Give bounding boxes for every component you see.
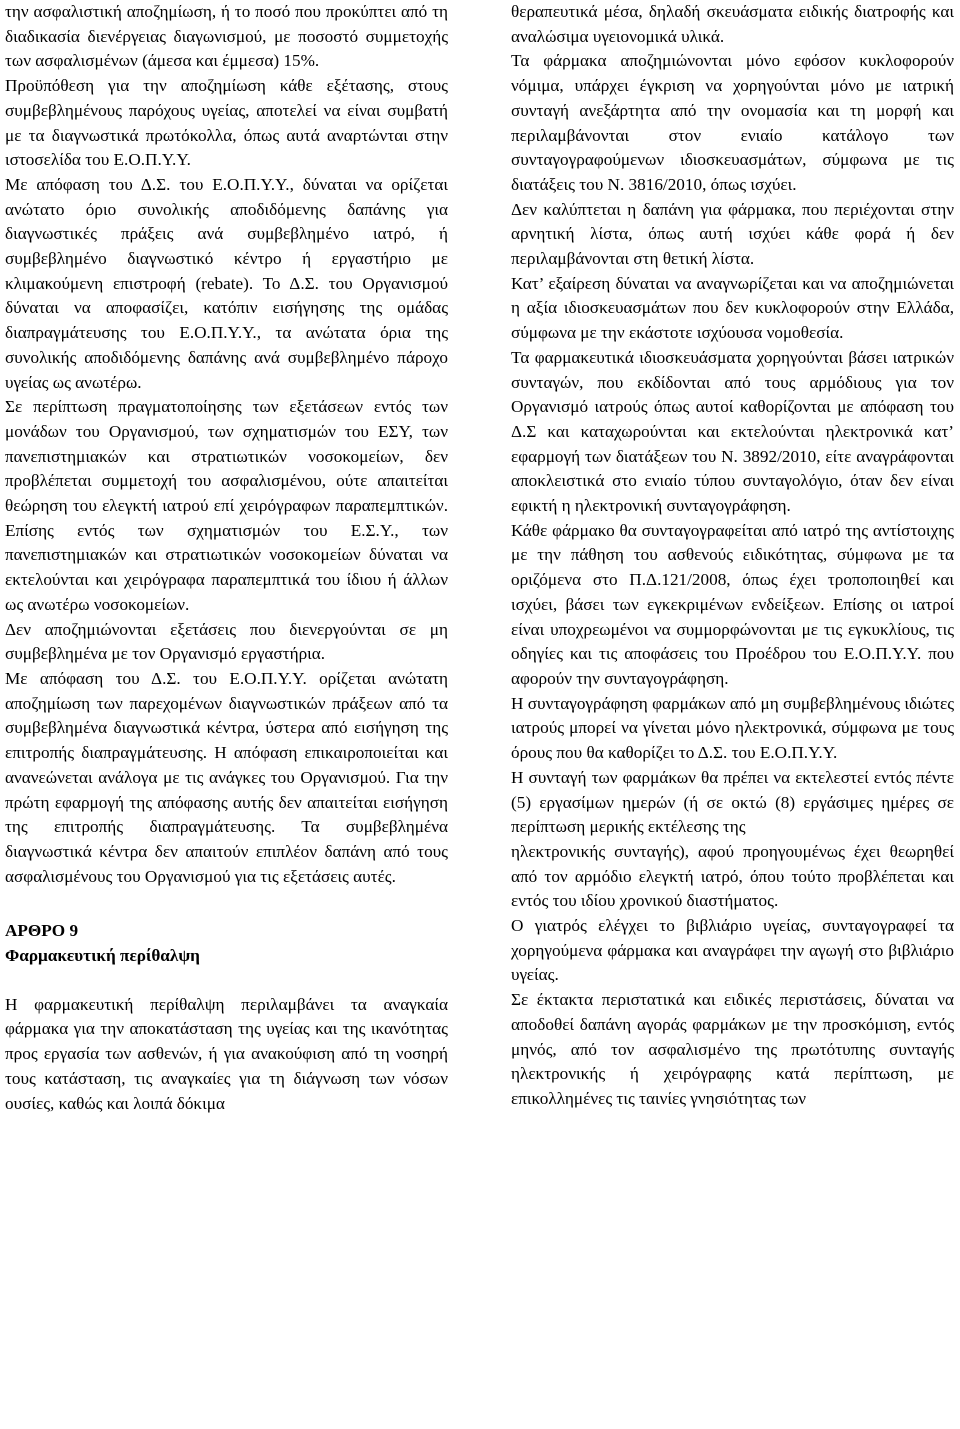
article-subtitle: Φαρμακευτική περίθαλψη: [5, 946, 200, 966]
paragraph: Η συνταγή των φαρμάκων θα πρέπει να εκτελεστεί εντός πέντε (5) εργασίμων ημερών (ή σε οκτώ (8) εργάσιμες ημέρες σε περίπτωση μερικής εκτέλεσης της: [511, 767, 954, 837]
paragraph: Η συνταγογράφηση φαρμάκων από μη συμβεβλημένους ιδιώτες ιατρούς μπορεί να γίνεται μόνο ηλεκτρονικά, σύμφωνα με τους όρους που θα καθορίζει το Δ.Σ. του Ε.Ο.Π.Υ.Υ.: [511, 693, 954, 763]
paragraph: Με απόφαση του Δ.Σ. του Ε.Ο.Π.Υ.Υ., δύναται να ορίζεται ανώτατο όριο συνολικής αποδιδόμενης δαπάνης για διαγνωστικές πράξεις ανά συμβεβλημένο ιατρό, ή συμβεβλημένο διαγνωστικό κέντρο ή εργαστήριο με κλιμακούμενη επιστροφή (rebate). Το Δ.Σ. του Οργανισμού δύναται να αποφασίζει, κατόπιν εισήγησης της ομάδας διαπραγμάτευσης του Ε.Ο.Π.Υ.Υ., τα ανώτατα όρια της συνολικής αποδιδόμενης δαπάνης ανά συμβεβλημένο πάροχο υγείας ως ανωτέρω.: [5, 174, 448, 392]
paragraph: Με απόφαση του Δ.Σ. του Ε.Ο.Π.Υ.Υ. ορίζεται ανώτατη αποζημίωση των παρεχομένων διαγνωστικών πράξεων από τα συμβεβλημένα διαγνωστικά κέντρα, ύστερα από εισήγηση της επιτροπής διαπραγμάτευσης. Η απόφαση επικαιροποιείται και ανανεώνεται ανάλογα με τις ανάγκες του Οργανισμού. Για την πρώτη εφαρμογή της απόφασης αυτής δεν απαιτείται εισήγηση της επιτροπής διαπραγμάτευσης. Τα συμβεβλημένα διαγνωστικά κέντρα δεν απαιτούν επιπλέον δαπάνη από τους ασφαλισμένους του Οργανισμού για τις εξετάσεις αυτές.: [5, 668, 448, 886]
paragraph: Δεν καλύπτεται η δαπάνη για φάρμακα, που περιέχονται στην αρνητική λίστα, όπως αυτή ισχύει κάθε φορά ή δεν περιλαμβάνονται στη θετική λίστα.: [511, 199, 954, 269]
paragraph: ηλεκτρονικής συνταγής), αφού προηγουμένως έχει θεωρηθεί από τον αρμόδιο ελεγκτή ιατρό, όπου τούτο προβλέπεται και εντός του ιδίου χρονικού διαστήματος.: [511, 841, 954, 911]
paragraph: Κατ’ εξαίρεση δύναται να αναγνωρίζεται και να αποζημιώνεται η αξία ιδιοσκευασμάτων που δεν κυκλοφορούν στην Ελλάδα, σύμφωνα με την εκάστοτε ισχύουσα νομοθεσία.: [511, 273, 954, 343]
paragraph: Προϋπόθεση για την αποζημίωση κάθε εξέτασης, στους συμβεβλημένους παρόχους υγείας, αποτελεί να είναι συμβατή με τα διαγνωστικά πρωτόκολλα, όπως αυτά αναρτώνται στην ιστοσελίδα του Ε.Ο.Π.Υ.Υ.: [5, 76, 448, 170]
section-spacer: [5, 969, 448, 993]
paragraph: θεραπευτικά μέσα, δηλαδή σκευάσματα ειδικής διατροφής και αναλώσιμα υγειονομικά υλικά.: [511, 2, 954, 46]
section-spacer: [5, 889, 448, 919]
left-column: [5, 0, 448, 1429]
paragraph: Τα φαρμακευτικά ιδιοσκευάσματα χορηγούνται βάσει ιατρικών συνταγών, που εκδίδονται από τους αρμόδιους για τον Οργανισμό ιατρούς όπως αυτοί καθορίζονται με απόφαση του Δ.Σ και καταχωρούνται και εκτελούνται ηλεκτρονικά κατ’ εφαρμογή των διατάξεων του Ν. 3892/2010, είτε αναγράφονται αποκλειστικά στο ενιαίο τύπου συνταγολόγιο, όταν δεν είναι εφικτή η ηλεκτρονική συνταγογράφηση.: [511, 347, 954, 516]
paragraph: Τα φάρμακα αποζημιώνονται μόνο εφόσον κυκλοφορούν νόμιμα, υπάρχει έγκριση να χορηγούνται μόνο με ιατρική συνταγή ανεξάρτητα από την ονομασία και τη μορφή και περιλαμβάνονται στον ενιαίο κατάλογο των συνταγογραφούμενων ιδιοσκευασμάτων, σύμφωνα με τις διατάξεις του Ν. 3816/2010, όπως ισχύει.: [511, 51, 954, 194]
paragraph: Κάθε φάρμακο θα συνταγογραφείται από ιατρό της αντίστοιχης με την πάθηση του ασθενούς ειδικότητας, σύμφωνα με τα οριζόμενα στο Π.Δ.121/2008, όπως έχει τροποποιηθεί και ισχύει, βάσει των εγκεκριμένων ενδείξεων. Επίσης οι ιατροί είναι υποχρεωμένοι να συμμορφώνονται με τις εγκυκλίους, τις οδηγίες και τις αποφάσεις του Προέδρου του Ε.Ο.Π.Υ.Υ. που αφορούν την συνταγογράφηση.: [511, 520, 954, 688]
paragraph: Η φαρμακευτική περίθαλψη περιλαμβάνει τα αναγκαία φάρμακα για την αποκατάσταση της υγείας και της ικανότητας προς εργασία των ασθενών, ή για ανακούφιση από τη νοσηρή τους κατάσταση, τις αναγκαίες για τη διάγνωση των νόσων ουσίες, καθώς και λοιπά δόκιμα: [5, 994, 448, 1113]
paragraph: Ο γιατρός ελέγχει το βιβλιάριο υγείας, συνταγογραφεί τα χορηγούμενα φάρμακα και αναγράφει την αγωγή στο βιβλιάριο υγείας.: [511, 916, 954, 985]
paragraph: την ασφαλιστική αποζημίωση, ή το ποσό που προκύπτει από τη διαδικασία διενέργειας διαγωνισμού, με ποσοστό συμμετοχής των ασφαλισμένων (άμεσα και έμμεσα) 15%.: [5, 2, 448, 71]
paragraph: Σε έκτακτα περιστατικά και ειδικές περιστάσεις, δύναται να αποδοθεί δαπάνη αγοράς φαρμάκων με την προσκόμιση, εντός μηνός, από τον ασφαλισμένο της πρωτότυπης συνταγής ηλεκτρονικής ή χειρόγραφης κατά περίπτωση, με επικολλημένες τις ταινίες γνησιότητας των: [511, 990, 954, 1108]
article-title: ΑΡΘΡΟ 9: [5, 921, 79, 941]
paragraph: Σε περίπτωση πραγματοποίησης των εξετάσεων εντός των μονάδων του Οργανισμού, των σχηματισμών του ΕΣΥ, των πανεπιστημιακών και στρατιωτικών νοσοκομείων, δεν προβλέπεται συμμετοχή του ασφαλισμένου, ούτε απαιτείται θεώρηση του ελεγκτή ιατρού επί χειρόγραφων παραπεμπτικών. Επίσης εντός των σχηματισμών του Ε.Σ.Υ., των πανεπιστημιακών και στρατιωτικών νοσοκομείων δύναται να εκτελούνται και χειρόγραφα παραπεμπτικά του ίδιου ή άλλων ως ανωτέρω νοσοκομείων.: [5, 397, 448, 614]
paragraph: Δεν αποζημιώνονται εξετάσεις που διενεργούνται σε μη συμβεβλημένα με τον Οργανισμό εργαστήρια.: [5, 619, 448, 664]
right-column: [511, 0, 954, 1429]
